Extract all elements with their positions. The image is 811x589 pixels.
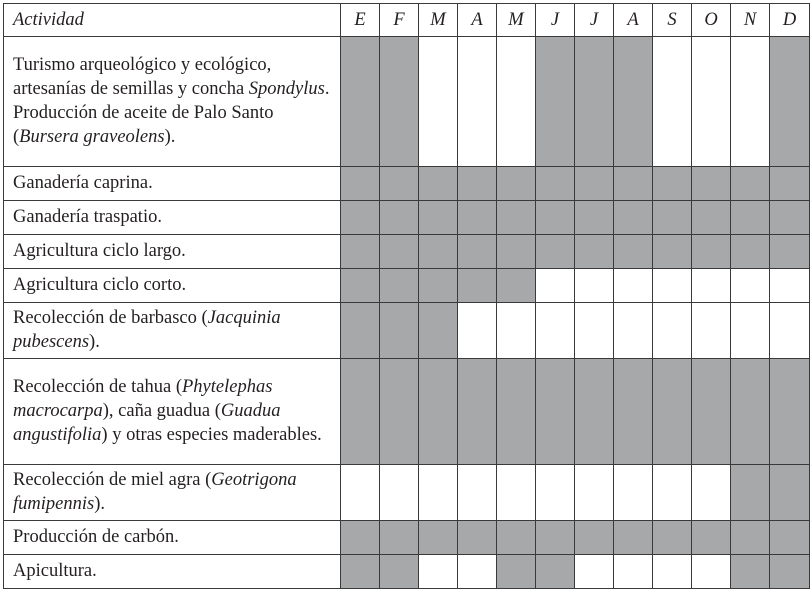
month-header: N — [731, 4, 770, 37]
month-cell-active — [653, 235, 692, 269]
activity-calendar-table — [3, 3, 810, 589]
month-cell-active — [458, 269, 497, 303]
month-cell-inactive — [458, 37, 497, 167]
month-cell-inactive — [497, 303, 536, 359]
month-cell-inactive — [458, 303, 497, 359]
table-row — [4, 167, 810, 201]
month-cell-active — [692, 201, 731, 235]
month-cell-active — [497, 167, 536, 201]
month-cell-inactive — [653, 37, 692, 167]
month-header: E — [341, 4, 380, 37]
month-cell-active — [419, 521, 458, 555]
month-cell-active — [653, 359, 692, 465]
month-cell-inactive — [731, 37, 770, 167]
month-cell-active — [575, 37, 614, 167]
month-cell-inactive — [770, 269, 810, 303]
month-cell-active — [536, 235, 575, 269]
month-cell-active — [458, 201, 497, 235]
month-cell-active — [536, 37, 575, 167]
month-cell-inactive — [614, 269, 653, 303]
month-cell-active — [614, 37, 653, 167]
month-cell-inactive — [341, 465, 380, 521]
month-header: M — [419, 4, 458, 37]
month-cell-inactive — [731, 303, 770, 359]
month-cell-active — [497, 201, 536, 235]
table-row — [4, 235, 810, 269]
month-cell-inactive — [458, 465, 497, 521]
activity-text: Agricultura ciclo corto. — [13, 275, 187, 295]
table-row — [4, 269, 810, 303]
table-row — [4, 201, 810, 235]
month-cell-active — [731, 465, 770, 521]
month-cell-active — [497, 235, 536, 269]
month-cell-inactive — [497, 37, 536, 167]
month-cell-active — [341, 359, 380, 465]
header-row — [4, 4, 810, 37]
month-cell-active — [731, 521, 770, 555]
month-cell-active — [497, 521, 536, 555]
month-header: D — [770, 4, 810, 37]
month-cell-active — [770, 359, 810, 465]
month-cell-active — [419, 269, 458, 303]
activity-text: ). — [164, 127, 176, 147]
month-cell-inactive — [692, 37, 731, 167]
month-cell-active — [458, 235, 497, 269]
table-row — [4, 521, 810, 555]
activity-text: Ganadería caprina. — [13, 173, 153, 193]
month-cell-active — [653, 201, 692, 235]
month-cell-active — [380, 521, 419, 555]
month-cell-active — [770, 521, 810, 555]
month-cell-active — [692, 359, 731, 465]
month-cell-active — [614, 521, 653, 555]
species-name: Bursera graveolens — [19, 127, 165, 147]
month-cell-active — [614, 235, 653, 269]
activity-text: Recolección de tahua ( — [13, 377, 182, 397]
month-cell-active — [419, 167, 458, 201]
species-name: Jacquinia pubescens — [13, 308, 281, 352]
month-cell-active — [458, 521, 497, 555]
month-cell-active — [536, 167, 575, 201]
activity-text: Turismo arqueológico y ecológico, artesanías de semillas y concha — [13, 55, 272, 99]
table-row — [4, 359, 810, 465]
month-cell-active — [380, 269, 419, 303]
month-header: M — [497, 4, 536, 37]
month-cell-inactive — [653, 465, 692, 521]
month-cell-active — [536, 521, 575, 555]
species-name: Guadua angustifolia — [13, 401, 281, 445]
month-cell-inactive — [497, 465, 536, 521]
activity-cell — [4, 303, 341, 359]
month-cell-active — [770, 37, 810, 167]
activity-text: Agricultura ciclo largo. — [13, 241, 186, 261]
month-header: F — [380, 4, 419, 37]
species-name: Geotrigona fumipennis — [13, 470, 297, 514]
activity-text: Recolección de barbasco ( — [13, 308, 208, 328]
month-cell-active — [770, 201, 810, 235]
activity-cell — [4, 269, 341, 303]
month-cell-active — [419, 303, 458, 359]
activity-cell — [4, 201, 341, 235]
month-cell-inactive — [419, 465, 458, 521]
month-cell-active — [692, 167, 731, 201]
month-cell-active — [575, 521, 614, 555]
month-cell-active — [692, 521, 731, 555]
month-cell-inactive — [380, 465, 419, 521]
month-cell-active — [341, 235, 380, 269]
month-header: J — [575, 4, 614, 37]
month-cell-active — [575, 359, 614, 465]
month-cell-active — [770, 465, 810, 521]
month-cell-active — [653, 167, 692, 201]
month-cell-active — [731, 235, 770, 269]
table-row — [4, 465, 810, 521]
month-cell-inactive — [692, 269, 731, 303]
activity-text: Ganadería traspatio. — [13, 207, 162, 227]
month-cell-active — [770, 167, 810, 201]
month-cell-inactive — [419, 37, 458, 167]
month-cell-inactive — [692, 465, 731, 521]
month-cell-inactive — [614, 465, 653, 521]
activity-cell — [4, 235, 341, 269]
month-cell-active — [380, 201, 419, 235]
activity-text: ). — [94, 494, 105, 514]
month-cell-active — [614, 167, 653, 201]
month-cell-active — [341, 37, 380, 167]
activity-cell — [4, 359, 341, 465]
month-cell-active — [419, 235, 458, 269]
month-cell-active — [575, 201, 614, 235]
species-name: Phytelephas macrocarpa — [13, 377, 273, 421]
month-cell-active — [614, 359, 653, 465]
month-cell-active — [497, 359, 536, 465]
month-cell-active — [380, 235, 419, 269]
table-row — [4, 303, 810, 359]
month-cell-active — [380, 37, 419, 167]
table-body — [4, 37, 810, 589]
activity-cell — [4, 521, 341, 555]
activity-text: ), caña guadua ( — [102, 401, 221, 421]
activity-text: . Producción de aceite de Palo Santo ( — [13, 79, 330, 147]
month-cell-inactive — [731, 269, 770, 303]
activity-text: Recolección de miel agra ( — [13, 470, 212, 490]
activity-text: Apicultura. — [13, 561, 97, 581]
month-cell-inactive — [653, 269, 692, 303]
month-cell-active — [458, 359, 497, 465]
activity-cell — [4, 465, 341, 521]
activity-cell — [4, 167, 341, 201]
activity-cell — [4, 37, 341, 167]
month-cell-active — [419, 201, 458, 235]
month-cell-inactive — [536, 303, 575, 359]
month-cell-active — [536, 201, 575, 235]
month-cell-active — [731, 201, 770, 235]
month-cell-active — [341, 167, 380, 201]
activity-column-header: Actividad — [4, 4, 341, 37]
month-header: O — [692, 4, 731, 37]
month-cell-active — [497, 269, 536, 303]
activity-text: ). — [89, 332, 100, 352]
month-cell-active — [458, 167, 497, 201]
month-cell-active — [341, 303, 380, 359]
month-cell-active — [341, 521, 380, 555]
month-cell-active — [536, 359, 575, 465]
month-cell-inactive — [536, 269, 575, 303]
month-cell-active — [380, 167, 419, 201]
month-cell-inactive — [536, 465, 575, 521]
month-cell-active — [341, 269, 380, 303]
month-cell-active — [770, 235, 810, 269]
table-row — [4, 37, 810, 167]
month-cell-active — [419, 359, 458, 465]
month-cell-inactive — [653, 303, 692, 359]
month-cell-active — [692, 235, 731, 269]
month-header: S — [653, 4, 692, 37]
activity-text: Producción de carbón. — [13, 527, 179, 547]
month-cell-inactive — [770, 303, 810, 359]
month-cell-inactive — [575, 269, 614, 303]
month-header: A — [458, 4, 497, 37]
month-cell-inactive — [614, 303, 653, 359]
month-header: A — [614, 4, 653, 37]
month-cell-active — [380, 303, 419, 359]
month-cell-active — [614, 201, 653, 235]
month-cell-active — [653, 521, 692, 555]
month-cell-active — [380, 359, 419, 465]
month-cell-active — [731, 167, 770, 201]
month-cell-inactive — [575, 303, 614, 359]
month-header: J — [536, 4, 575, 37]
month-cell-inactive — [692, 303, 731, 359]
month-cell-active — [731, 359, 770, 465]
month-cell-active — [575, 235, 614, 269]
month-cell-active — [575, 167, 614, 201]
month-cell-inactive — [575, 465, 614, 521]
activity-text: ) y otras especies maderables. — [101, 425, 322, 445]
month-cell-active — [341, 201, 380, 235]
species-name: Spondylus — [248, 79, 325, 99]
